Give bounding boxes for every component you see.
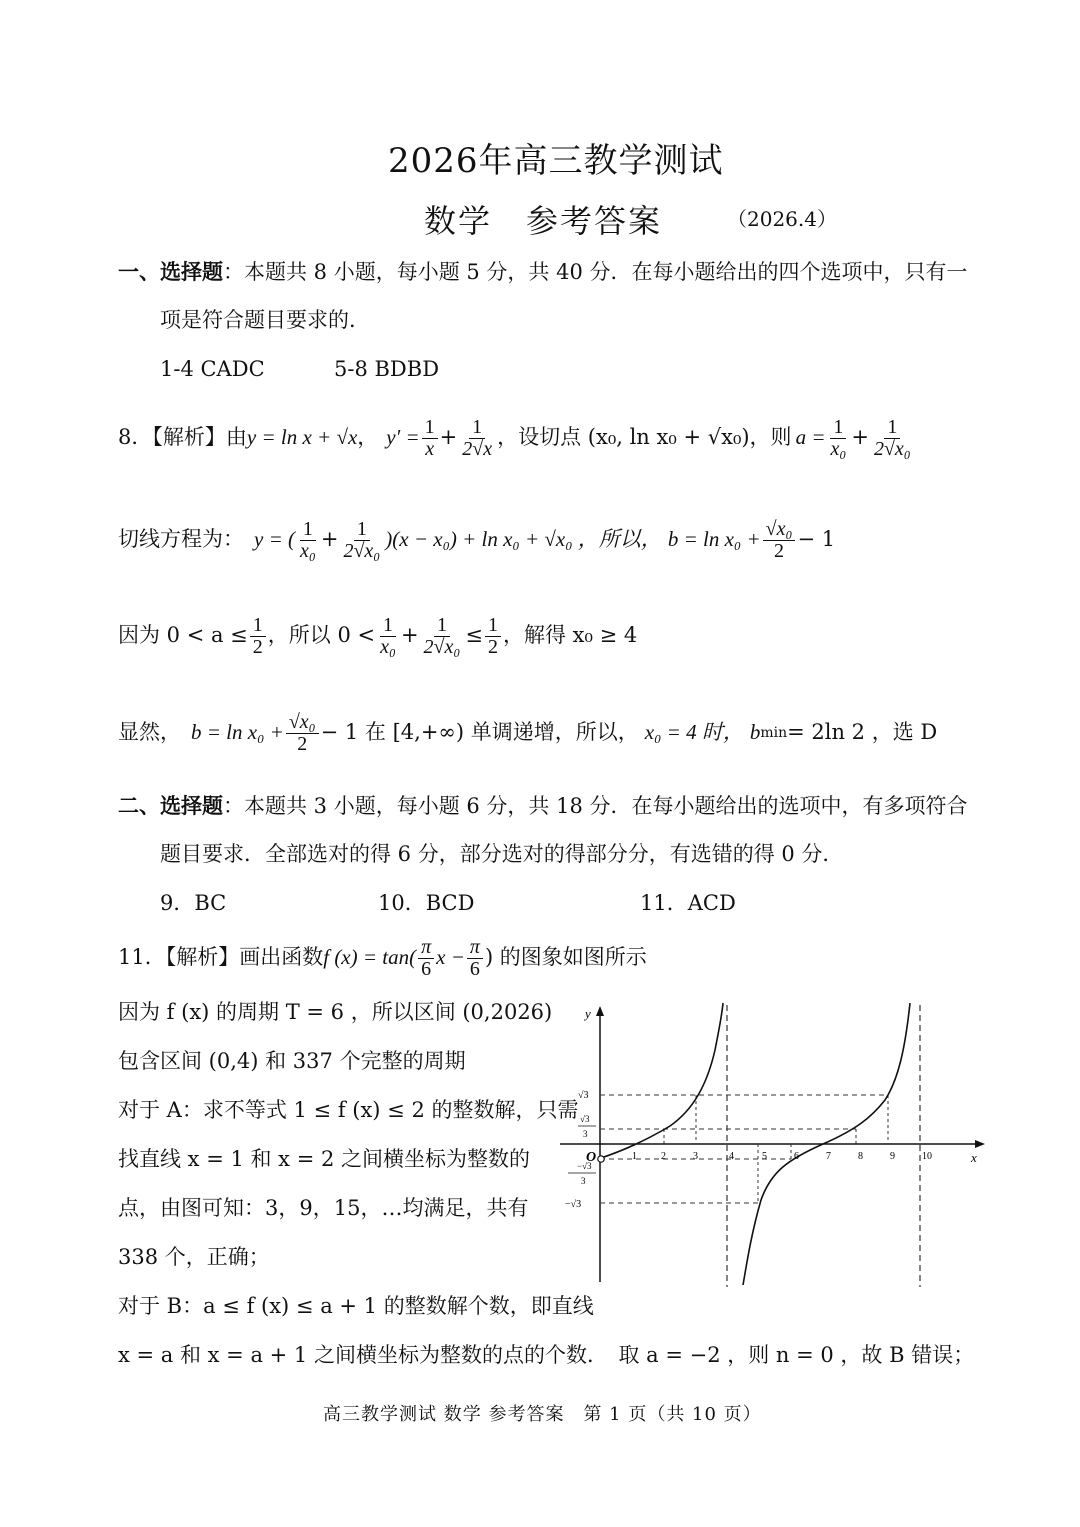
q11-para-line: 点，由图可知：3，9，15，…均满足，共有 <box>118 1196 529 1220</box>
tan-function-graph <box>555 1000 995 1290</box>
q8-tangent-point: ，设切点 (x₀, ln x₀ + √x₀)，则 <box>497 425 792 450</box>
section2-heading: 二、选择题 <box>118 793 223 818</box>
q11-para-line: 找直线 x = 1 和 x = 2 之间横坐标为整数的 <box>118 1147 531 1171</box>
page-footer: 高三教学测试 数学 参考答案 第 1 页（共 10 页） <box>323 1404 762 1425</box>
frac-den: x₀ <box>830 437 847 460</box>
x-axis-arrow <box>975 1140 985 1148</box>
q11-function: f (x) = tan( <box>323 945 417 970</box>
q8-lead: 8．【解析】由 <box>118 425 247 450</box>
frac-den: 6 <box>469 957 480 980</box>
y-label-neg-sqrt3-num: −√3 <box>577 1161 592 1171</box>
frac-num: 1 <box>485 615 501 637</box>
frac-num: π <box>418 937 434 959</box>
x-axis-label: x <box>971 1150 977 1165</box>
frac-den: x₀ <box>300 539 316 562</box>
y-label-three-den: 3 <box>583 1129 588 1139</box>
frac-den: 2 <box>297 732 308 755</box>
q11-x-minus: x − <box>436 945 465 970</box>
q11-para-line: 包含区间 (0,4) 和 337 个完整的周期 <box>118 1049 466 1073</box>
x-tick-label: 9 <box>890 1151 895 1162</box>
frac-den: 6 <box>421 957 432 980</box>
x-tick-label: 3 <box>693 1151 698 1162</box>
frac-num: 1 <box>884 417 900 439</box>
q11-para-line: 因为 f (x) 的周期 T = 6 ，所以区间 (0,2026) <box>118 1000 553 1024</box>
answers-5-8: 5-8 BDBD <box>334 357 440 381</box>
fraction <box>286 712 319 755</box>
fraction <box>467 937 483 980</box>
frac-den: 2 <box>774 539 785 562</box>
frac-den: x₀ <box>380 635 396 658</box>
frac-den: 2 <box>487 635 498 658</box>
x-tick-label: 7 <box>826 1151 831 1162</box>
q8-line4 <box>118 703 937 763</box>
x-tick-label: 6 <box>794 1151 799 1162</box>
frac-den: 2√x₀ <box>873 437 911 460</box>
section2-line1 <box>118 793 968 819</box>
tan-curve-branch <box>601 1003 723 1158</box>
frac-num: √x₀ <box>286 712 319 734</box>
frac-num: 1 <box>469 417 485 439</box>
page-title: 2026年高三教学测试 <box>388 141 724 181</box>
q8-so: ，所以 0 < <box>267 623 376 648</box>
q8-result: = 2ln 2 ，选 D <box>787 720 938 745</box>
y-label-sqrt3: √3 <box>578 1090 589 1101</box>
q8-x0-eq: x₀ = 4 时， <box>644 720 744 745</box>
fraction <box>418 937 434 980</box>
q8-bmin-b: b <box>749 720 761 745</box>
fraction <box>297 519 319 562</box>
y-axis-arrow <box>596 1006 604 1016</box>
frac-num: 1 <box>250 615 266 637</box>
frac-den: 2√x <box>462 437 493 460</box>
section1-line1 <box>118 259 968 285</box>
answer-11: 11．ACD <box>640 891 736 915</box>
q8-function: y = ln x + √x <box>246 425 358 450</box>
x-tick-label: 5 <box>762 1151 767 1162</box>
fraction <box>459 417 495 460</box>
exam-date: （2026.4） <box>727 207 837 231</box>
frac-num: π <box>467 937 483 959</box>
q8-bmin-sub: min <box>760 724 788 741</box>
frac-den: 2 <box>252 635 263 658</box>
section1-heading: 一、选择题 <box>118 259 223 284</box>
x-tick-label: 4 <box>729 1151 734 1162</box>
section1-text1: ：本题共 8 小题，每小题 5 分，共 40 分．在每小题给出的四个选项中，只有一 <box>223 260 968 284</box>
fraction <box>250 615 266 658</box>
q8-y-open: y = ( <box>254 527 295 552</box>
frac-den: x <box>425 437 435 460</box>
q8-comma: ， <box>357 425 379 450</box>
q11-lead: 11．【解析】画出函数 <box>118 945 324 970</box>
answer-10: 10．BCD <box>378 891 475 915</box>
fraction <box>763 519 796 562</box>
q11-para-line: 338 个，正确； <box>118 1245 270 1269</box>
x-tick-label: 1 <box>632 1151 637 1162</box>
frac-num: 1 <box>830 417 846 439</box>
q8-b-expr2: b = ln x₀ + <box>191 720 284 745</box>
page-subtitle: 数学 参考答案 <box>424 202 663 240</box>
answers-1-4: 1-4 CADC <box>160 357 265 381</box>
fraction <box>340 519 383 562</box>
x-tick-label: 10 <box>922 1151 932 1162</box>
fraction <box>827 417 849 460</box>
q8-le: ≤ <box>465 623 483 648</box>
x-tick-label: 8 <box>858 1151 863 1162</box>
q8-minus-one: − 1 <box>797 527 836 552</box>
y-label-sqrt3-num: √3 <box>580 1114 590 1124</box>
fraction <box>421 615 464 658</box>
frac-num: 1 <box>354 519 370 541</box>
q11-para-line: 对于 B：a ≤ f (x) ≤ a + 1 的整数解个数，即直线 <box>118 1294 594 1318</box>
section1-line2: 项是符合题目要求的． <box>160 308 370 332</box>
frac-den: 2√x₀ <box>423 635 461 658</box>
frac-den: 2√x₀ <box>343 539 381 562</box>
fraction <box>377 615 399 658</box>
q11-graph-caption: ) 的图象如图所示 <box>484 945 647 970</box>
answer-9: 9．BC <box>160 891 227 915</box>
q8-a-label: a = <box>795 425 826 450</box>
q8-tangent-eq-label: 切线方程为： <box>118 527 244 552</box>
fraction <box>422 417 438 460</box>
y-axis-label: y <box>585 1006 591 1021</box>
section2-text1: ：本题共 3 小题，每小题 6 分，共 18 分．在每小题给出的选项中，有多项符合 <box>223 794 968 818</box>
fraction <box>485 615 501 658</box>
origin-label: O <box>586 1150 597 1165</box>
frac-num: 1 <box>422 417 438 439</box>
q8-b-expr: b = ln x₀ + <box>667 527 761 552</box>
q8-obviously: 显然， <box>118 720 181 745</box>
q8-line1: 8．【解析】由 y = ln x + √x ， y′ = $\frac{1}{x}$ + $\frac{1}{2√x}$ ，设切点 (x₀, ln x₀ + √x₀)，则 a = $\frac{1}{\text{x₀}}$ + $\frac{1}{\text{2√x₀}}$ <box>118 408 916 468</box>
frac-num: √x₀ <box>763 519 796 541</box>
q8-line3: 因为 0 < a ≤ $\frac{1}{2}$ ，所以 0 < $\frac{1}{\text{x₀}}$ + $\frac{1}{\text{2√x₀}}$ ≤ $\frac{1}{2}$ ，解得 x₀ ≥ 4 <box>118 613 638 658</box>
y-label-neg-sqrt3: −√3 <box>565 1199 582 1210</box>
y-label-three-den: 3 <box>581 1176 586 1186</box>
q11-line1 <box>118 928 647 988</box>
q8-tangent-rest: )(x − x₀) + ln x₀ + √x₀ ，所以， <box>385 527 662 552</box>
fraction <box>871 417 914 460</box>
section2-line2: 题目要求．全部选对的得 6 分，部分选对的得部分分，有选错的得 0 分． <box>160 842 844 866</box>
frac-num: 1 <box>300 519 316 541</box>
q8-derivative-label: y′ = <box>386 425 420 450</box>
q11-para-line: 对于 A：求不等式 1 ≤ f (x) ≤ 2 的整数解，只需 <box>118 1098 579 1122</box>
frac-num: 1 <box>380 615 396 637</box>
q8-line2: 切线方程为： y = ( $\frac{1}{\text{x₀}}$ + $\frac{1}{\text{2√x₀}}$ )(x − x₀) + ln x₀ + √x₀ ，所以， b = ln x₀ + $\frac{\text{√x₀}}{2}$ − 1 <box>118 517 836 562</box>
x-tick-label: 2 <box>661 1151 666 1162</box>
q8-monotonic: − 1 在 [4,+∞) 单调递增，所以， <box>320 720 639 745</box>
q8-because: 因为 0 < a ≤ <box>118 623 248 648</box>
frac-num: 1 <box>434 615 450 637</box>
q11-last-line: x = a 和 x = a + 1 之间横坐标为整数的点的个数． 取 a = −2 ，则 n = 0 ，故 B 错误； <box>118 1343 975 1367</box>
q8-solution: ，解得 x₀ ≥ 4 <box>502 623 638 648</box>
open-point <box>598 1156 604 1162</box>
